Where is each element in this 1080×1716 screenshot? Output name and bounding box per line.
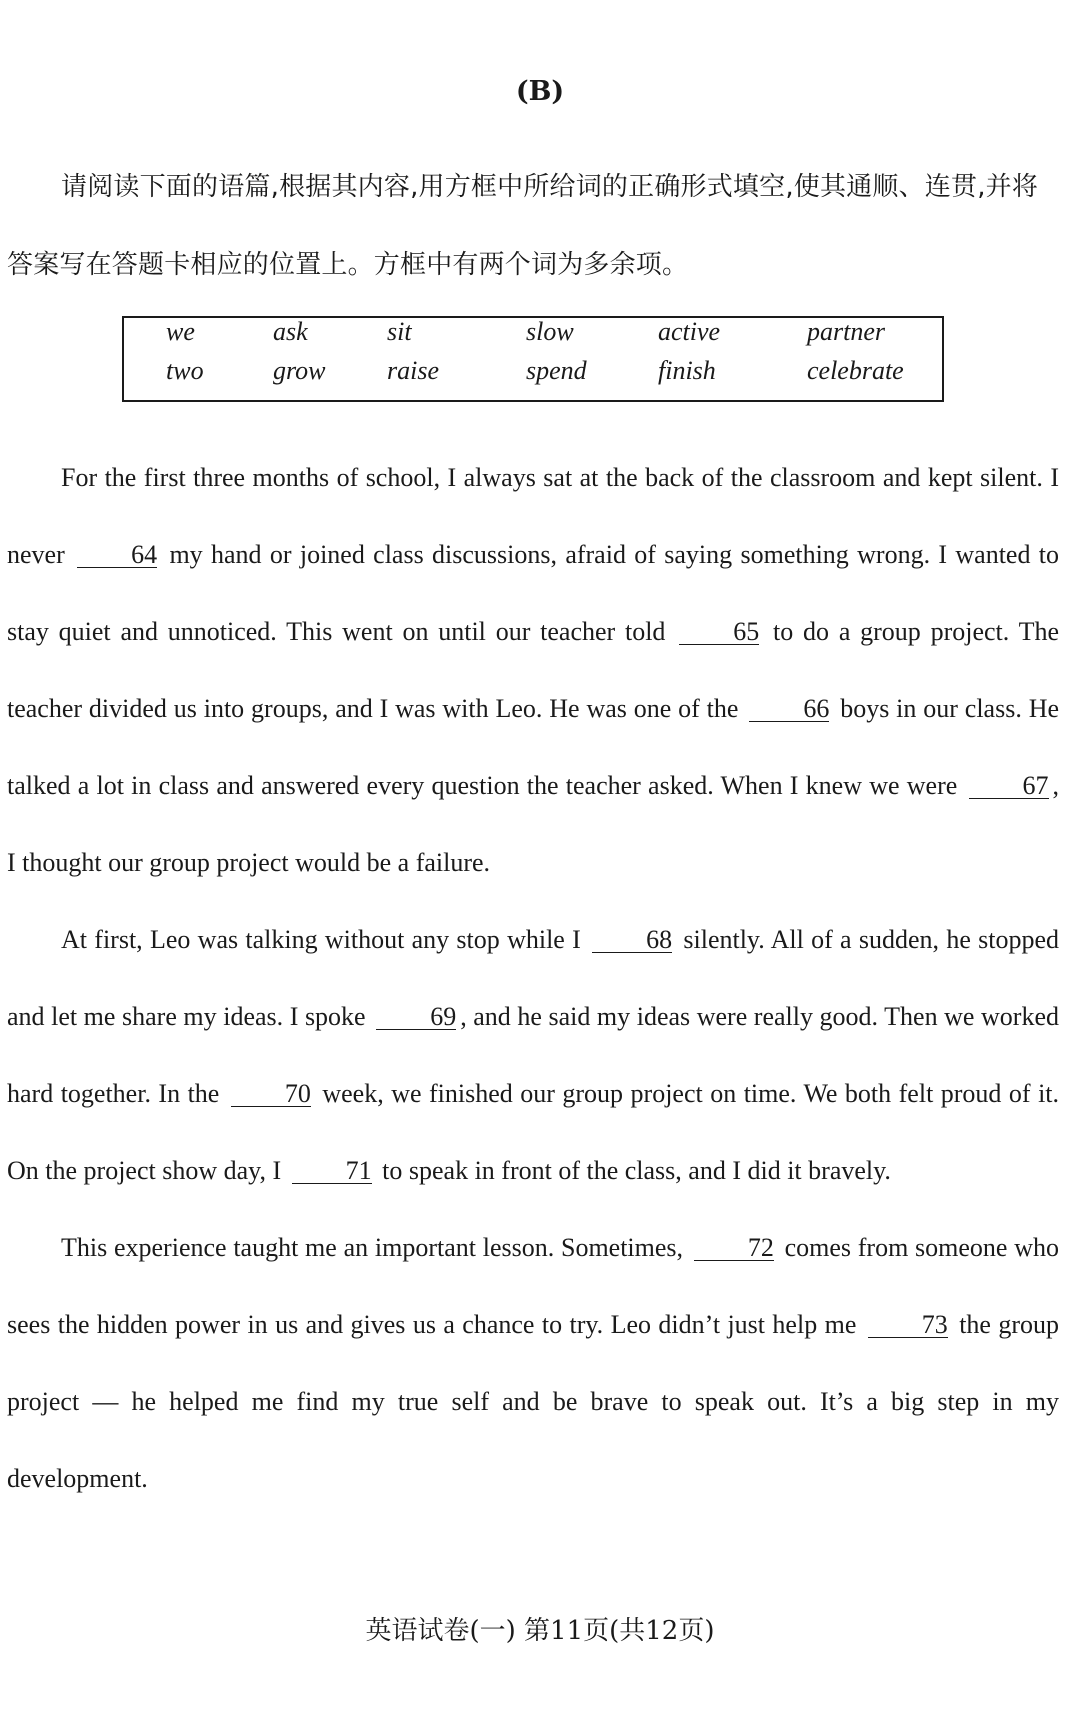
blank-71: 71 xyxy=(292,1159,372,1184)
word-box xyxy=(122,316,944,402)
blank-66: 66 xyxy=(749,697,829,722)
passage-text: , and he said my ideas were really good. Then we worked hard together. In the xyxy=(7,1002,1060,1108)
blank-70: 70 xyxy=(231,1082,311,1107)
word-option: we xyxy=(166,317,195,346)
passage-text: the group project — he helped me find my true self and be brave to speak out. It’s a big step in my development. xyxy=(7,1310,1060,1493)
section-title: (B) xyxy=(515,76,565,107)
blank-64: 64 xyxy=(77,543,157,568)
word-option: finish xyxy=(658,356,716,385)
blank-65: 65 xyxy=(679,620,759,645)
word-option: sit xyxy=(387,317,412,346)
blank-68: 68 xyxy=(592,928,672,953)
page-footer: 英语试卷(一) 第11页(共12页) xyxy=(365,1616,715,1646)
blank-73: 73 xyxy=(868,1313,948,1338)
word-option: raise xyxy=(387,356,439,385)
passage xyxy=(7,439,1059,1517)
passage-text: to do a group project. The teacher divided us into groups, and I was with Leo. He was one of the xyxy=(7,617,1060,723)
paragraph-1 xyxy=(7,439,1059,901)
passage-text: At first, Leo was talking without any stop while I xyxy=(61,925,581,954)
word-option: slow xyxy=(526,317,574,346)
passage-text: , I thought our group project would be a failure. xyxy=(7,771,1060,877)
passage-text: comes from someone who sees the hidden power in us and gives us a chance to try. Leo didn’t just help me xyxy=(7,1233,1060,1339)
word-option: partner xyxy=(807,317,885,346)
paragraph-3 xyxy=(7,1209,1059,1517)
blank-67: 67 xyxy=(969,774,1049,799)
word-option: spend xyxy=(526,356,587,385)
passage-text: week, we finished our group project on time. We both felt proud of it. On the project show day, I xyxy=(7,1079,1060,1185)
passage-text: For the first three months of school, I always sat at the back of the classroom and kept silent. I never xyxy=(7,463,1059,569)
blank-72: 72 xyxy=(694,1236,774,1261)
passage-text: to speak in front of the class, and I did it bravely. xyxy=(382,1156,891,1185)
word-option: grow xyxy=(273,356,326,385)
word-option: two xyxy=(166,356,204,385)
passage-text: boys in our class. He talked a lot in class and answered every question the teacher asked. When I knew we were xyxy=(7,694,1060,800)
word-option: celebrate xyxy=(807,356,904,385)
paragraph-2 xyxy=(7,901,1059,1209)
passage-text: This experience taught me an important lesson. Sometimes, xyxy=(61,1233,684,1262)
word-option: active xyxy=(658,317,721,346)
passage-text: silently. All of a sudden, he stopped and let me share my ideas. I spoke xyxy=(7,925,1060,1031)
blank-69: 69 xyxy=(376,1005,456,1030)
instructions: 请阅读下面的语篇,根据其内容,用方框中所给词的正确形式填空,使其通顺、连贯,并将答案写在答题卡相应的位置上。方框中有两个词为多余项。 xyxy=(7,172,1039,280)
passage-text: my hand or joined class discussions, afraid of saying something wrong. I wanted to stay quiet and unnoticed. This went on until our teacher told xyxy=(7,540,1060,646)
word-option: ask xyxy=(273,317,308,346)
